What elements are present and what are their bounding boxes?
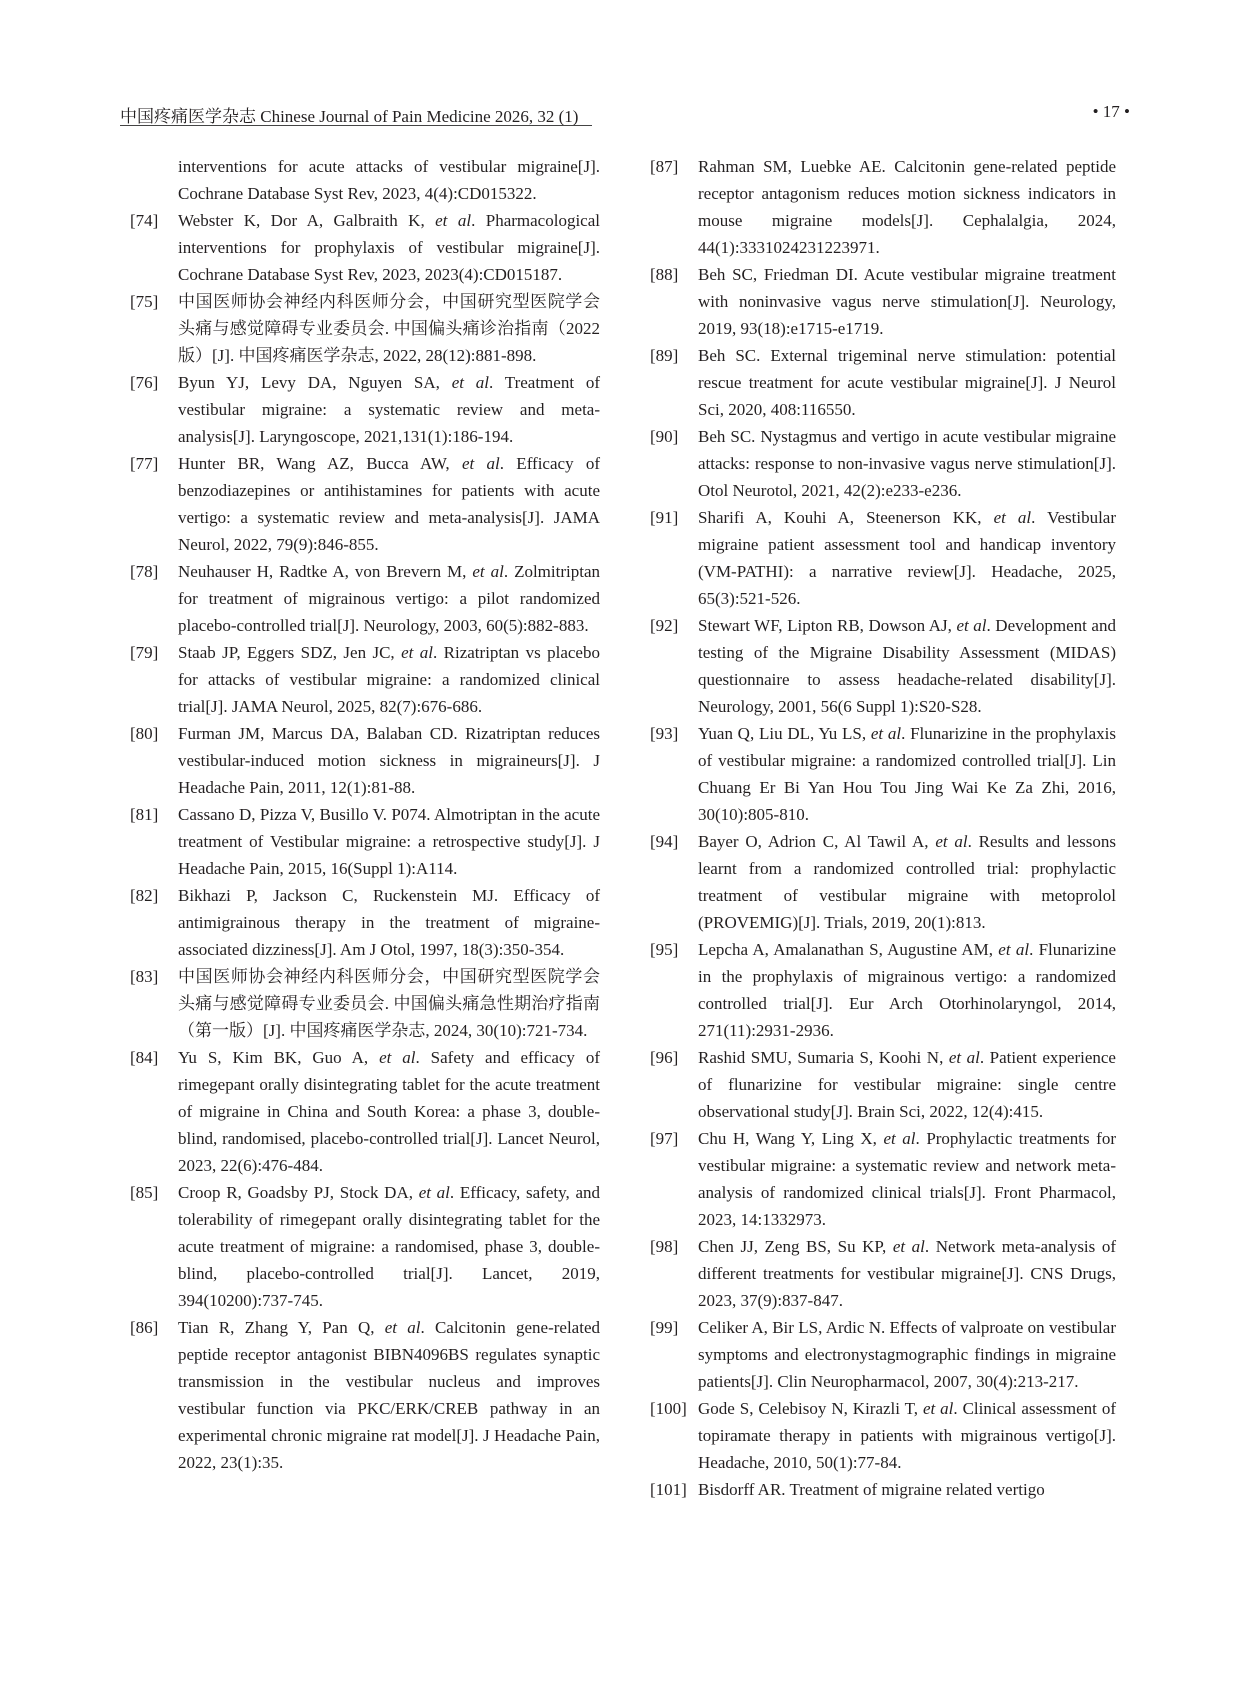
reference-item — [130, 720, 600, 801]
reference-number: [86] — [130, 1318, 159, 1337]
page-number: • 17 • — [1092, 102, 1130, 121]
reference-details: . Network meta-analysis of different treatments for vestibular migraine[J]. CNS Drugs, 2023, 37(9):837-847. — [698, 1237, 1117, 1310]
reference-number: [80] — [130, 724, 159, 743]
reference-authors: 中国医师协会神经内科医师分会，中国研究型医院学会头痛与感觉障碍专业委员会. 中国偏头痛急性期治疗指南（第一版）[J]. 中国疼痛医学杂志, 2024, 30(10):721-734. — [178, 967, 600, 1040]
reference-details: . Flunarizine in the prophylaxis of vestibular migraine: a randomized controlled trial[J]. Lin Chuang Er Bi Yan Hou Tou Jing Wai Ke Za Zhi, 2016, 30(10):805-810. — [698, 724, 1116, 824]
reference-number: [88] — [650, 265, 679, 284]
reference-text — [698, 724, 1116, 824]
reference-authors: Tian R, Zhang Y, Pan Q, — [178, 1318, 385, 1337]
reference-continuation: interventions for acute attacks of vestibular migraine[J]. Cochrane Database Syst Rev, 2023, 4(4):CD015322. — [178, 157, 600, 203]
reference-text — [698, 832, 1116, 932]
reference-text — [178, 1183, 600, 1310]
reference-item — [130, 369, 600, 450]
reference-details: . Calcitonin gene-related peptide receptor antagonist BIBN4096BS regulates synaptic transmission in the vestibular nucleus and improves vestibular function via PKC/ERK/CREB pathway in an experimental chronic migraine rat model[J]. J Headache Pain, 2022, 23(1):35. — [178, 1318, 600, 1472]
et-al-italic: et al — [998, 940, 1030, 959]
reference-number: [89] — [650, 346, 679, 365]
reference-authors: Byun YJ, Levy DA, Nguyen SA, — [178, 373, 452, 392]
reference-authors: Chen JJ, Zeng BS, Su KP, — [698, 1237, 893, 1256]
reference-details: . Results and lessons learnt from a randomized controlled trial: prophylactic treatment of vestibular migraine with metoprolol (PROVEMIG)[J]. Trials, 2019, 20(1):813. — [698, 832, 1116, 932]
reference-authors: Celiker A, Bir LS, Ardic N. Effects of valproate on vestibular symptoms and electronystagmographic findings in migraine patients[J]. Clin Neuropharmacol, 2007, 30(4):213-217. — [698, 1318, 1116, 1391]
et-al-italic: et al — [870, 724, 902, 743]
reference-text — [178, 805, 600, 878]
reference-details: . Flunarizine in the prophylaxis of migrainous vertigo: a randomized controlled trial[J]. Eur Arch Otorhinolaryngol, 2014, 271(11):2931-2936. — [698, 940, 1117, 1040]
et-al-italic: et al — [379, 1048, 416, 1067]
et-al-italic: et al — [956, 616, 987, 635]
reference-authors: Lepcha A, Amalanathan S, Augustine AM, — [698, 940, 999, 959]
reference-item — [650, 936, 1116, 1044]
reference-item — [130, 1179, 600, 1314]
reference-item — [130, 450, 600, 558]
reference-text — [698, 940, 1116, 1040]
reference-number: [91] — [650, 508, 679, 527]
reference-text — [178, 1048, 600, 1175]
reference-item — [650, 504, 1116, 612]
reference-text — [698, 265, 1116, 338]
reference-details: . Patient experience of flunarizine for vestibular migraine: single centre observational study[J]. Brain Sci, 2022, 12(4):415. — [698, 1048, 1116, 1121]
reference-text — [178, 373, 600, 446]
reference-authors: Hunter BR, Wang AZ, Bucca AW, — [178, 454, 462, 473]
reference-text — [178, 967, 600, 1040]
et-al-italic: et al — [948, 1048, 980, 1067]
reference-text — [178, 643, 600, 716]
reference-item — [130, 1314, 600, 1476]
reference-item — [650, 423, 1116, 504]
et-al-italic: et al — [418, 1183, 450, 1202]
reference-text — [698, 1318, 1116, 1391]
reference-details: . Clinical assessment of topiramate therapy in patients with migrainous vertigo[J]. Headache, 2010, 50(1):77-84. — [698, 1399, 1116, 1472]
reference-number: [78] — [130, 562, 159, 581]
reference-text — [698, 427, 1116, 500]
reference-item — [650, 1395, 1116, 1476]
reference-number: [87] — [650, 157, 679, 176]
reference-item — [650, 153, 1116, 261]
header-rule — [120, 125, 592, 126]
reference-authors: Furman JM, Marcus DA, Balaban CD. Rizatriptan reduces vestibular-induced motion sickness in migraineurs[J]. J Headache Pain, 2011, 12(1):81-88. — [178, 724, 600, 797]
reference-authors: Yuan Q, Liu DL, Yu LS, — [698, 724, 871, 743]
reference-number: [79] — [130, 643, 159, 662]
reference-details: . Efficacy, safety, and tolerability of rimegepant orally disintegrating tablet for the acute treatment of migraine: a randomised, phase 3, double-blind, placebo-controlled trial[J]. Lancet, 2019, 394(10200):737-745. — [178, 1183, 600, 1310]
reference-details: . Efficacy of benzodiazepines or antihistamines for patients with acute vertigo: a systematic review and meta-analysis[J]. JAMA Neurol, 2022, 79(9):846-855. — [178, 454, 601, 554]
reference-item — [650, 612, 1116, 720]
reference-number: [82] — [130, 886, 159, 905]
reference-text — [698, 616, 1116, 716]
reference-text — [698, 346, 1116, 419]
reference-item — [650, 1044, 1116, 1125]
reference-text — [178, 211, 600, 284]
running-header — [120, 100, 1130, 126]
reference-item — [650, 342, 1116, 423]
right-reference-list — [650, 153, 1116, 1503]
reference-authors: Beh SC. Nystagmus and vertigo in acute vestibular migraine attacks: response to non-invasive vagus nerve stimulation[J]. Otol Neurotol, 2021, 42(2):e233-e236. — [698, 427, 1116, 500]
reference-details: . Pharmacological interventions for prophylaxis of vestibular migraine[J]. Cochrane Database Syst Rev, 2023, 2023(4):CD015187. — [178, 211, 600, 284]
reference-authors: Bayer O, Adrion C, Al Tawil A, — [698, 832, 936, 851]
reference-text — [698, 508, 1116, 608]
right-column — [650, 153, 1116, 1503]
reference-number: [97] — [650, 1129, 679, 1148]
journal-title: 中国疼痛医学杂志 Chinese Journal of Pain Medicine 2026, 32 (1) — [120, 107, 579, 126]
et-al-italic: et al — [384, 1318, 421, 1337]
left-column — [130, 153, 600, 1476]
reference-text — [178, 724, 600, 797]
reference-number: [100] — [650, 1399, 687, 1418]
reference-number: [96] — [650, 1048, 679, 1067]
reference-details: . Zolmitriptan for treatment of migrainous vertigo: a pilot randomized placebo-controlled trial[J]. Neurology, 2003, 60(5):882-883. — [178, 562, 600, 635]
reference-number: [90] — [650, 427, 679, 446]
reference-number: [84] — [130, 1048, 159, 1067]
et-al-italic: et al — [401, 643, 433, 662]
reference-item — [650, 720, 1116, 828]
reference-text — [698, 1399, 1116, 1472]
reference-authors: Beh SC. External trigeminal nerve stimulation: potential rescue treatment for acute vestibular migraine[J]. J Neurol Sci, 2020, 408:116550. — [698, 346, 1116, 419]
reference-number: [75] — [130, 292, 159, 311]
reference-number: [81] — [130, 805, 159, 824]
reference-authors: Rashid SMU, Sumaria S, Koohi N, — [698, 1048, 949, 1067]
reference-text — [698, 1048, 1116, 1121]
reference-details: . Safety and efficacy of rimegepant orally disintegrating tablet for the acute treatment of migraine in China and South Korea: a phase 3, double-blind, randomised, placebo-controlled trial[J]. Lancet Neurol, 2023, 22(6):476-484. — [178, 1048, 600, 1175]
reference-item — [130, 882, 600, 963]
reference-authors: Staab JP, Eggers SDZ, Jen JC, — [178, 643, 402, 662]
et-al-italic: et al — [993, 508, 1032, 527]
reference-item — [130, 558, 600, 639]
reference-number: [95] — [650, 940, 679, 959]
reference-authors: Neuhauser H, Radtke A, von Brevern M, — [178, 562, 473, 581]
reference-authors: Gode S, Celebisoy N, Kirazli T, — [698, 1399, 923, 1418]
reference-item — [650, 1476, 1116, 1503]
reference-details: . Development and testing of the Migraine Disability Assessment (MIDAS) questionnaire to assess headache-related disability[J]. Neurology, 2001, 56(6 Suppl 1):S20-S28. — [698, 616, 1116, 716]
reference-authors: 中国医师协会神经内科医师分会，中国研究型医院学会头痛与感觉障碍专业委员会. 中国偏头痛诊治指南（2022版）[J]. 中国疼痛医学杂志, 2022, 28(12):881-898. — [178, 292, 600, 365]
reference-number: [99] — [650, 1318, 679, 1337]
reference-details: . Treatment of vestibular migraine: a systematic review and meta-analysis[J]. Laryngoscope, 2021,131(1):186-194. — [178, 373, 601, 446]
reference-authors: Bisdorff AR. Treatment of migraine related vertigo — [698, 1480, 1045, 1499]
left-reference-list — [130, 207, 600, 1476]
reference-text — [698, 1480, 1045, 1499]
reference-number: [83] — [130, 967, 159, 986]
reference-item — [130, 1044, 600, 1179]
reference-number: [94] — [650, 832, 679, 851]
reference-text — [698, 1129, 1116, 1229]
et-al-italic: et al — [935, 832, 968, 851]
et-al-italic: et al — [451, 373, 490, 392]
reference-authors: Cassano D, Pizza V, Busillo V. P074. Almotriptan in the acute treatment of Vestibular migraine: a retrospective study[J]. J Headache Pain, 2015, 16(Suppl 1):A114. — [178, 805, 600, 878]
reference-authors: Rahman SM, Luebke AE. Calcitonin gene-related peptide receptor antagonism reduces motion sickness indicators in mouse migraine models[J]. Cephalalgia, 2024, 44(1):3331024231223971. — [698, 157, 1116, 257]
reference-item — [130, 801, 600, 882]
et-al-italic: et al — [461, 454, 500, 473]
reference-item — [130, 963, 600, 1044]
reference-item — [130, 639, 600, 720]
reference-text — [178, 562, 600, 635]
reference-item — [650, 1314, 1116, 1395]
reference-authors: Sharifi A, Kouhi A, Steenerson KK, — [698, 508, 994, 527]
reference-item — [650, 261, 1116, 342]
reference-authors: Chu H, Wang Y, Ling X, — [698, 1129, 884, 1148]
reference-text — [698, 1237, 1116, 1310]
reference-number: [76] — [130, 373, 159, 392]
reference-authors: Yu S, Kim BK, Guo A, — [178, 1048, 380, 1067]
reference-number: [77] — [130, 454, 159, 473]
reference-authors: Webster K, Dor A, Galbraith K, — [178, 211, 436, 230]
reference-number: [101] — [650, 1480, 687, 1499]
reference-text — [178, 454, 600, 554]
reference-authors: Bikhazi P, Jackson C, Ruckenstein MJ. Efficacy of antimigrainous therapy in the treatment of migraine-associated dizziness[J]. Am J Otol, 1997, 18(3):350-354. — [178, 886, 600, 959]
reference-number: [74] — [130, 211, 159, 230]
reference-authors: Stewart WF, Lipton RB, Dowson AJ, — [698, 616, 957, 635]
et-al-italic: et al — [922, 1399, 954, 1418]
reference-number: [85] — [130, 1183, 159, 1202]
reference-text — [178, 292, 600, 365]
reference-number: [93] — [650, 724, 679, 743]
reference-item — [650, 1233, 1116, 1314]
et-al-italic: et al — [472, 562, 504, 581]
reference-number: [92] — [650, 616, 679, 635]
reference-item — [650, 1125, 1116, 1233]
reference-item — [130, 288, 600, 369]
reference-details: . Rizatriptan vs placebo for attacks of vestibular migraine: a randomized clinical trial[J]. JAMA Neurol, 2025, 82(7):676-686. — [178, 643, 600, 716]
reference-details: . Prophylactic treatments for vestibular migraine: a systematic review and network meta-analysis of randomized clinical trials[J]. Front Pharmacol, 2023, 14:1332973. — [698, 1129, 1116, 1229]
et-al-italic: et al — [892, 1237, 925, 1256]
et-al-italic: et al — [435, 211, 472, 230]
reference-authors: Croop R, Goadsby PJ, Stock DA, — [178, 1183, 419, 1202]
reference-text — [178, 886, 600, 959]
reference-text — [698, 157, 1116, 257]
reference-details: . Vestibular migraine patient assessment tool and handicap inventory (VM-PATHI): a narrative review[J]. Headache, 2025, 65(3):521-526. — [698, 508, 1117, 608]
et-al-italic: et al — [883, 1129, 916, 1148]
reference-number: [98] — [650, 1237, 679, 1256]
reference-item — [650, 828, 1116, 936]
reference-item — [130, 207, 600, 288]
reference-text — [178, 1318, 600, 1472]
reference-authors: Beh SC, Friedman DI. Acute vestibular migraine treatment with noninvasive vagus nerve stimulation[J]. Neurology, 2019, 93(18):e1715-e1719. — [698, 265, 1116, 338]
